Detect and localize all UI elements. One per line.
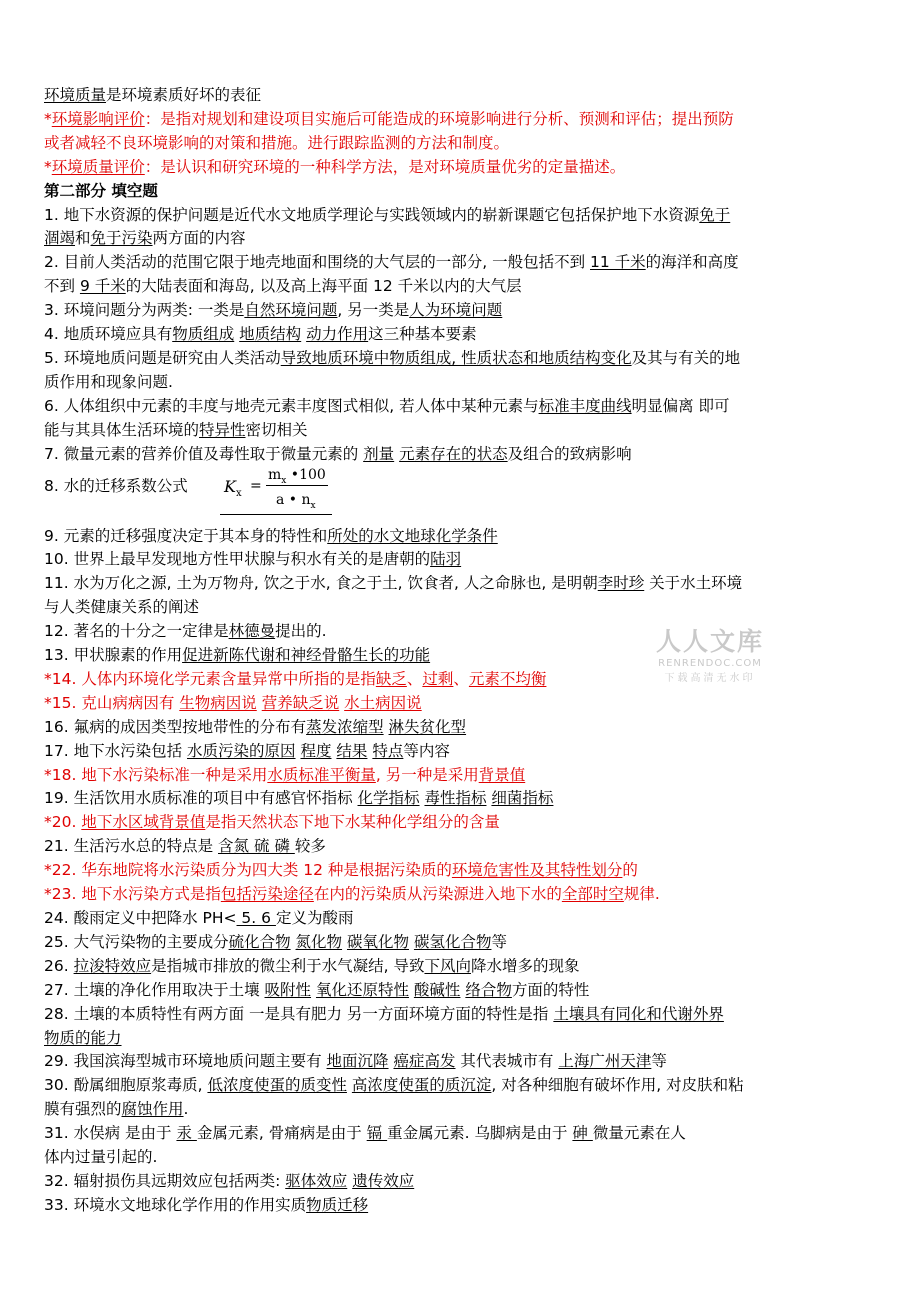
answer-blank: 汞	[176, 1124, 197, 1143]
answer-blank: 硫化合物	[228, 932, 291, 951]
text-run: 21. 生活污水总的特点是	[44, 837, 219, 856]
text-run: 膜有强烈的	[44, 1100, 122, 1119]
answer-blank: 陆羽	[430, 550, 462, 569]
text-run: ：是认识和研究环境的一种科学方法，是对环境质量优劣的定量描述。	[144, 157, 626, 176]
text-line	[44, 1050, 880, 1074]
text-run: 规律.	[623, 885, 660, 904]
text-line	[44, 204, 880, 228]
text-line	[44, 275, 880, 299]
answer-blank: 包括污染途径	[220, 885, 314, 904]
answer-blank: 李时珍	[597, 574, 645, 593]
text-run: 在内的污染质从污染源进入地下水的	[313, 885, 562, 904]
text-line	[44, 443, 880, 467]
answer-blank: 过剩	[422, 669, 454, 688]
formula-label: 8. 水的迁移系数公式	[44, 476, 188, 495]
text-line	[44, 395, 880, 419]
text-run: *18. 地下水污染标准一种是采用	[44, 765, 268, 784]
text-line	[44, 883, 880, 907]
answer-blank: 水质标准平衡量	[267, 765, 376, 784]
formula-numerator: $m_x$ •100	[268, 466, 326, 486]
answer-blank: 下风向	[424, 956, 471, 975]
text-run: 9. 元素的迁移强度决定于其本身的特性和	[44, 526, 328, 545]
text-line	[44, 572, 880, 596]
text-run: 32. 辐射损伤具远期效应包括两类:	[44, 1171, 286, 1190]
text-line	[44, 764, 880, 788]
text-run: 和	[75, 229, 91, 248]
answer-blank: 络合物	[465, 980, 512, 999]
text-run: 两方面的内容	[152, 229, 246, 248]
text-run: ：是指对规划和建设项目实施后可能造成的环境影响进行分析、预测和评估；提出预防	[144, 109, 734, 128]
text-run: *	[44, 157, 52, 176]
answer-blank: 元素存在的状态	[399, 444, 508, 463]
text-run: *20.	[44, 813, 82, 832]
text-run: *	[44, 109, 52, 128]
text-line	[44, 347, 880, 371]
answer-blank: 水土病因说	[344, 693, 422, 712]
answer-blank: 化学指标	[357, 789, 420, 808]
answer-blank: 高浓度使蛋的质沉淀	[351, 1076, 492, 1095]
answer-blank: 营养缺乏说	[261, 693, 340, 712]
formula-line	[44, 467, 880, 525]
text-run: 27. 土壤的净化作用取决于土壤	[44, 980, 265, 999]
section-title: 第二部分 填空题	[44, 181, 158, 200]
answer-blank: 结果	[336, 741, 368, 760]
answer-blank: 导致地质环境中物质组成, 性质状态和地质结构变化	[280, 348, 632, 367]
answer-blank: 水质污染的原因	[187, 741, 296, 760]
text-line	[44, 859, 880, 883]
answer-blank: 促进新陈代谢和神经骨骼生长的功能	[182, 646, 431, 665]
answer-blank: 酸碱性	[413, 980, 461, 999]
answer-blank: 涸竭	[44, 229, 76, 248]
text-run: 是环境素质好坏的表征	[106, 86, 262, 104]
answer-blank: 自然环境问题	[244, 301, 338, 320]
text-line	[44, 1098, 880, 1122]
text-run: 等	[651, 1052, 667, 1071]
text-run: 关于水土环境	[644, 574, 743, 593]
answer-blank: 腐蚀作用	[121, 1100, 184, 1119]
answer-blank: 物质迁移	[306, 1195, 369, 1214]
text-run: 是指天然状态下地下水某种化学组分的含量	[205, 813, 500, 832]
text-run: *22. 华东地院将水污染质分为四大类 12 种是根据污染质的	[44, 861, 452, 880]
text-line	[44, 716, 880, 740]
text-line	[44, 740, 880, 764]
text-run: *14. 人体内环境化学元素含量异常中所指的是指	[44, 669, 376, 688]
text-run: *23. 地下水污染方式是指	[44, 885, 221, 904]
text-line	[44, 108, 880, 132]
text-line	[44, 1122, 880, 1146]
answer-blank: 环境质量评价	[51, 157, 145, 176]
text-run: 明显偏离 即可	[631, 396, 730, 415]
formula-equals: =	[250, 477, 262, 494]
answer-blank: 镉	[366, 1124, 388, 1143]
text-run: 其代表城市有	[455, 1052, 559, 1071]
answer-blank: 特点	[372, 741, 404, 760]
answer-blank: 含氮 硫 磷	[218, 837, 295, 856]
answer-blank: 动力作用	[306, 325, 369, 344]
text-line	[44, 156, 880, 180]
text-run: 较多	[294, 837, 326, 856]
fill-in-items-1-7	[44, 204, 880, 467]
fraction-bar	[266, 485, 328, 486]
answer-blank: 物质组成	[172, 325, 235, 344]
text-run: 是指城市排放的微尘利于水气凝结, 导致	[151, 956, 425, 975]
text-line	[44, 692, 880, 716]
text-run: 25. 大气污染物的主要成分	[44, 932, 229, 951]
text-run: 微量元素在人	[592, 1124, 686, 1143]
answer-blank: 缺乏	[375, 669, 407, 688]
text-line	[44, 323, 880, 347]
text-line	[44, 251, 880, 275]
text-run: 11. 水为万化之源, 土为万物舟, 饮之于水, 食之于土, 饮食者, 人之命脉也, 是明朝	[44, 574, 598, 593]
text-line	[44, 1074, 880, 1098]
text-run: , 另一种是采用	[375, 765, 479, 784]
text-line	[44, 835, 880, 859]
text-run: 24. 酸雨定义中把降水 PH<	[44, 909, 237, 927]
text-run: 28. 土壤的本质特性有两方面 一是具有肥力 另一方面环境方面的特性是指	[44, 1004, 554, 1023]
text-line	[44, 907, 880, 931]
text-run: 3. 环境问题分为两类: 一类是	[44, 301, 245, 320]
text-run: 2. 目前人类活动的范围它限于地壳地面和围绕的大气层的一部分, 一般包括不到	[44, 253, 590, 272]
text-run: 降水增多的现象	[470, 956, 580, 975]
text-run: 的	[622, 861, 638, 880]
answer-blank: 特异性	[199, 420, 246, 439]
answer-blank: 免于污染	[90, 229, 153, 248]
text-run: 10. 世界上最早发现地方性甲状腺与积水有关的是唐朝的	[44, 550, 431, 569]
text-line	[44, 371, 880, 395]
text-run: 17. 地下水污染包括	[44, 741, 188, 760]
watermark-url: RENRENDOC.COM	[658, 658, 762, 669]
text-run: , 另一类是	[337, 301, 410, 320]
answer-blank: 人为环境问题	[409, 301, 503, 320]
text-run: 方面的特性	[511, 980, 590, 999]
text-line	[44, 419, 880, 443]
answer-blank: 上海广州天津	[558, 1052, 652, 1071]
text-run: 的大陆表面和海岛, 以及高上海平面 12 千米以内的大气层	[125, 277, 522, 296]
answer-blank: 环境危害性及其特性划分	[451, 861, 623, 880]
text-line	[44, 525, 880, 549]
text-run: 、	[453, 669, 469, 688]
text-run: 12. 著名的十分之一定律是	[44, 622, 229, 641]
watermark	[648, 622, 772, 684]
text-run: 密切相关	[245, 420, 308, 439]
answer-blank: 11 千米	[590, 253, 646, 272]
text-run: 等	[491, 932, 507, 951]
answer-blank: 氧化还原特性	[315, 980, 409, 999]
answer-blank: 环境影响评价	[51, 109, 145, 128]
answer-blank: 标准丰度曲线	[538, 396, 632, 415]
text-run: 、	[406, 669, 423, 688]
definitions-block	[44, 84, 880, 180]
text-line	[44, 1194, 880, 1218]
text-run: 不到	[44, 277, 80, 296]
text-run: 等内容	[403, 741, 450, 760]
formula-denominator: a • $n_x$	[276, 491, 316, 511]
text-run: 6. 人体组织中元素的丰度与地壳元素丰度图式相似, 若人体中某种元素与	[44, 396, 539, 415]
answer-blank: 元素不均衡	[468, 669, 547, 688]
text-run: 的海洋和高度	[645, 253, 739, 272]
text-run: 这三种基本要素	[368, 325, 477, 344]
text-run: 体内过量引起的.	[44, 1148, 158, 1167]
text-line	[44, 227, 880, 251]
answer-blank: 地质结构	[239, 325, 302, 344]
text-run: 33. 环境水文地球化学作用的作用实质	[44, 1195, 307, 1214]
text-run: 与人类健康关系的阐述	[44, 598, 200, 617]
text-run: 质作用和现象问题.	[44, 372, 173, 391]
text-line	[44, 1146, 880, 1170]
text-line	[44, 596, 880, 620]
answer-blank: 驱体效应	[285, 1171, 348, 1190]
answer-blank: 背景值	[478, 765, 526, 784]
answer-blank: 细菌指标	[491, 789, 554, 808]
text-line	[44, 132, 880, 156]
answer-blank: 地面沉降	[326, 1052, 389, 1071]
text-line	[44, 955, 880, 979]
answer-blank: 9 千米	[79, 277, 126, 296]
watermark-brand: 人人文库	[655, 627, 764, 656]
answer-blank: 免于	[699, 205, 731, 224]
text-line	[44, 1003, 880, 1027]
answer-blank: 土壤具有同化和代谢外界	[553, 1004, 724, 1023]
answer-blank: 全部时空	[561, 885, 624, 904]
answer-blank: 林德曼	[228, 622, 276, 641]
text-run: 重金属元素. 乌脚病是由于	[387, 1124, 573, 1143]
text-run: 16. 氟病的成因类型按地带性的分布有	[44, 717, 307, 736]
text-run: 或者减轻不良环境影响的对策和措施。进行跟踪监测的方法和制度。	[44, 133, 510, 152]
answer-blank: 碳氢化合物	[413, 932, 492, 951]
text-run: 提出的.	[275, 622, 327, 641]
text-run: 金属元素, 骨痛病是由于	[196, 1124, 367, 1143]
formula-symbol: $K_x$	[224, 476, 242, 499]
text-run: 13. 甲状腺素的作用	[44, 646, 183, 665]
answer-blank: 所处的水文地球化学条件	[327, 526, 498, 545]
answer-blank: 碳氧化物	[346, 932, 409, 951]
answer-blank: 淋失贫化型	[388, 717, 467, 736]
answer-blank: 吸附性	[264, 980, 312, 999]
text-line	[44, 787, 880, 811]
text-line	[44, 931, 880, 955]
answer-blank: 物质的能力	[44, 1028, 122, 1047]
text-run: 4. 地质环境应具有	[44, 325, 173, 344]
answer-blank: 蒸发浓缩型	[306, 717, 384, 736]
text-line	[44, 548, 880, 572]
answer-blank: 毒性指标	[424, 789, 487, 808]
text-run: 31. 水俣病 是由于	[44, 1124, 177, 1143]
answer-blank: 癌症高发	[393, 1052, 456, 1071]
text-line	[44, 1170, 880, 1194]
text-run: 29. 我国滨海型城市环境地质问题主要有	[44, 1052, 327, 1071]
text-run: , 对各种细胞有破坏作用, 对皮肤和粘	[491, 1076, 744, 1095]
text-run: 及组合的致病影响	[507, 444, 632, 463]
answer-blank: 环境质量	[44, 86, 107, 104]
answer-blank: 地下水区域背景值	[81, 813, 206, 832]
answer-blank: 低浓度使蛋的质变性	[207, 1076, 347, 1095]
answer-blank: 遗传效应	[352, 1171, 415, 1190]
answer-blank: 5. 6	[236, 909, 276, 927]
text-run: .	[183, 1100, 189, 1119]
answer-blank: 剂量	[363, 444, 395, 463]
text-line	[44, 1027, 880, 1051]
answer-blank: 拉浚特效应	[73, 956, 152, 975]
text-run: 及其与有关的地	[631, 348, 741, 367]
text-line	[44, 811, 880, 835]
text-run: 19. 生活饮用水质标准的项目中有感官怀指标	[44, 789, 358, 808]
text-run: 1. 地下水资源的保护问题是近代水文地质学理论与实践领域内的崭新课题它包括保护地下水资源	[44, 205, 700, 224]
answer-blank: 氮化物	[295, 932, 343, 951]
text-line	[44, 979, 880, 1003]
text-run: 定义为酸雨	[275, 909, 354, 927]
text-run: 能与其具体生活环境的	[44, 420, 200, 439]
text-run: 26.	[44, 956, 74, 975]
watermark-tagline: 下载高清无水印	[664, 673, 756, 684]
text-line	[44, 299, 880, 323]
answer-blank: 生物病因说	[179, 693, 257, 712]
text-run: *15. 克山病病因有	[44, 693, 180, 712]
answer-blank: 砷	[572, 1124, 593, 1143]
text-run: 7. 微量元素的营养价值及毒性取于微量元素的	[44, 444, 364, 463]
text-line	[44, 84, 880, 108]
answer-underline	[220, 514, 332, 515]
answer-blank: 程度	[300, 741, 332, 760]
text-run: 5. 环境地质问题是研究由人类活动	[44, 348, 281, 367]
text-run: 30. 酚属细胞原浆毒质,	[44, 1076, 208, 1095]
